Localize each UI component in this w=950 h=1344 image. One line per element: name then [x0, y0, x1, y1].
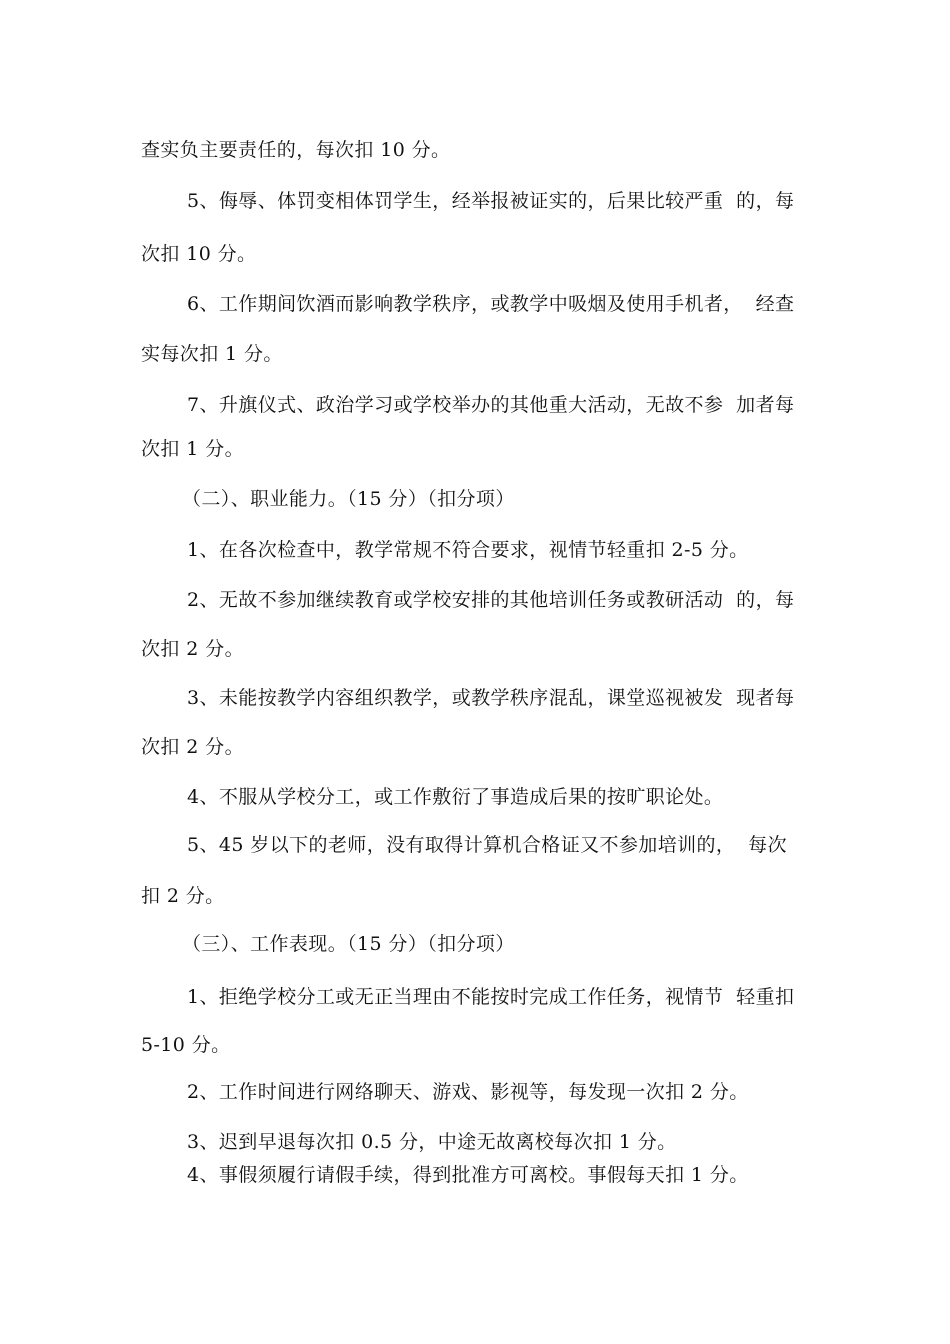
text-line: 7、升旗仪式、政治学习或学校举办的其他重大活动，无故不参 加者每 [187, 394, 795, 416]
section-heading: （二）、职业能力。（15 分）（扣分项） [182, 488, 515, 510]
text-line: 3、未能按教学内容组织教学，或教学秩序混乱，课堂巡视被发 现者每 [187, 687, 795, 709]
text-line: 扣 2 分。 [141, 885, 225, 907]
text-line: 5、45 岁以下的老师，没有取得计算机合格证又不参加培训的， 每次 [187, 834, 787, 856]
text-line: 次扣 2 分。 [141, 736, 244, 758]
text-line: 1、在各次检查中，教学常规不符合要求，视情节轻重扣 2-5 分。 [187, 539, 749, 561]
text-line: 2、工作时间进行网络聊天、游戏、影视等，每发现一次扣 2 分。 [187, 1081, 749, 1103]
text-line: 4、事假须履行请假手续，得到批准方可离校。事假每天扣 1 分。 [187, 1164, 749, 1186]
text-line: 次扣 1 分。 [141, 438, 244, 460]
text-line: 2、无故不参加继续教育或学校安排的其他培训任务或教研活动 的，每 [187, 589, 795, 611]
text-line: 4、不服从学校分工，或工作敷衍了事造成后果的按旷职论处。 [187, 786, 724, 808]
text-line: 实每次扣 1 分。 [141, 343, 283, 365]
text-line: 次扣 10 分。 [141, 243, 257, 265]
text-line: 1、拒绝学校分工或无正当理由不能按时完成工作任务，视情节 轻重扣 [187, 986, 795, 1008]
text-line: 6、工作期间饮酒而影响教学秩序，或教学中吸烟及使用手机者， 经查 [187, 293, 795, 315]
section-heading: （三）、工作表现。（15 分）（扣分项） [182, 933, 515, 955]
text-line: 5、侮辱、体罚变相体罚学生，经举报被证实的，后果比较严重 的，每 [187, 190, 795, 212]
text-line: 查实负主要责任的，每次扣 10 分。 [141, 139, 451, 161]
text-line: 3、迟到早退每次扣 0.5 分，中途无故离校每次扣 1 分。 [187, 1131, 677, 1153]
text-line: 5-10 分。 [141, 1034, 231, 1056]
text-line: 次扣 2 分。 [141, 638, 244, 660]
